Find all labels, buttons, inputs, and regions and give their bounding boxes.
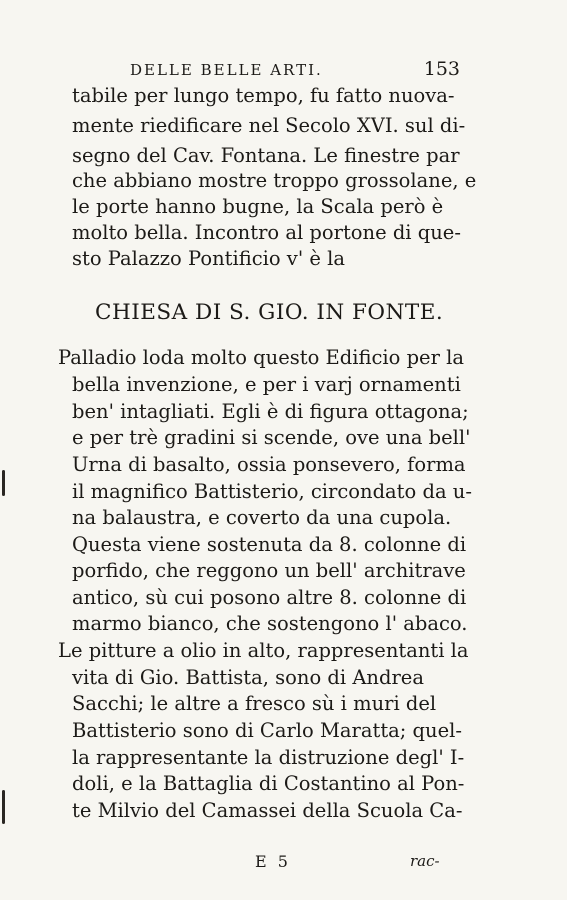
text-line: antico, sù cui posono altre 8. colonne di	[72, 586, 467, 609]
text-line: il magnifico Battisterio, circondato da u-	[72, 480, 472, 503]
text-line: e per trè gradini si scende, ove una bell'	[72, 426, 471, 449]
text-line: mente riedificare nel Secolo XVI. sul di-	[72, 114, 466, 137]
catchword: rac-	[410, 852, 440, 870]
text-line: marmo bianco, che sostengono l' abaco.	[72, 612, 468, 635]
page-edge-mark	[2, 790, 5, 824]
page-number: 153	[423, 58, 460, 80]
text-line: le porte hanno bugne, la Scala però è	[72, 195, 444, 218]
text-line: te Milvio del Camassei della Scuola Ca-	[72, 799, 463, 822]
signature-mark: E 5	[255, 852, 291, 871]
text-line: ben' intagliati. Egli è di figura ottagona;	[72, 400, 469, 423]
text-line: doli, e la Battaglia di Costantino al Pon-	[72, 772, 465, 795]
text-line: na balaustra, e coverto da una cupola.	[72, 506, 452, 529]
text-line: che abbiano mostre troppo grossolane, e	[72, 169, 477, 192]
text-line: Questa viene sostenuta da 8. colonne di	[72, 533, 467, 556]
text-line: tabile per lungo tempo, fu fatto nuova-	[72, 84, 455, 107]
text-line: Palladio loda molto questo Edificio per la	[58, 346, 464, 369]
text-line: Sacchi; le altre a fresco sù i muri del	[72, 692, 437, 715]
text-line: vita di Gio. Battista, sono di Andrea	[72, 666, 424, 689]
text-line: sto Palazzo Pontificio v' è la	[72, 247, 345, 270]
text-line: porfido, che reggono un bell' architrave	[72, 559, 466, 582]
text-line: molto bella. Incontro al portone di que-	[72, 221, 461, 244]
section-heading: CHIESA DI S. GIO. IN FONTE.	[95, 300, 444, 325]
text-line: segno del Cav. Fontana. Le finestre par	[72, 144, 460, 167]
running-head	[130, 58, 460, 80]
text-line: bella invenzione, e per i varj ornamenti	[72, 373, 461, 396]
running-head-title: DELLE BELLE ARTI.	[130, 61, 323, 79]
text-line: Le pitture a olio in alto, rappresentanti la	[58, 639, 469, 662]
page-edge-mark	[2, 470, 5, 496]
text-line: Urna di basalto, ossia ponsevero, forma	[72, 453, 466, 476]
text-line: la rappresentante la distruzione degl' I-	[72, 746, 465, 769]
text-line: Battisterio sono di Carlo Maratta; quel-	[72, 719, 462, 742]
